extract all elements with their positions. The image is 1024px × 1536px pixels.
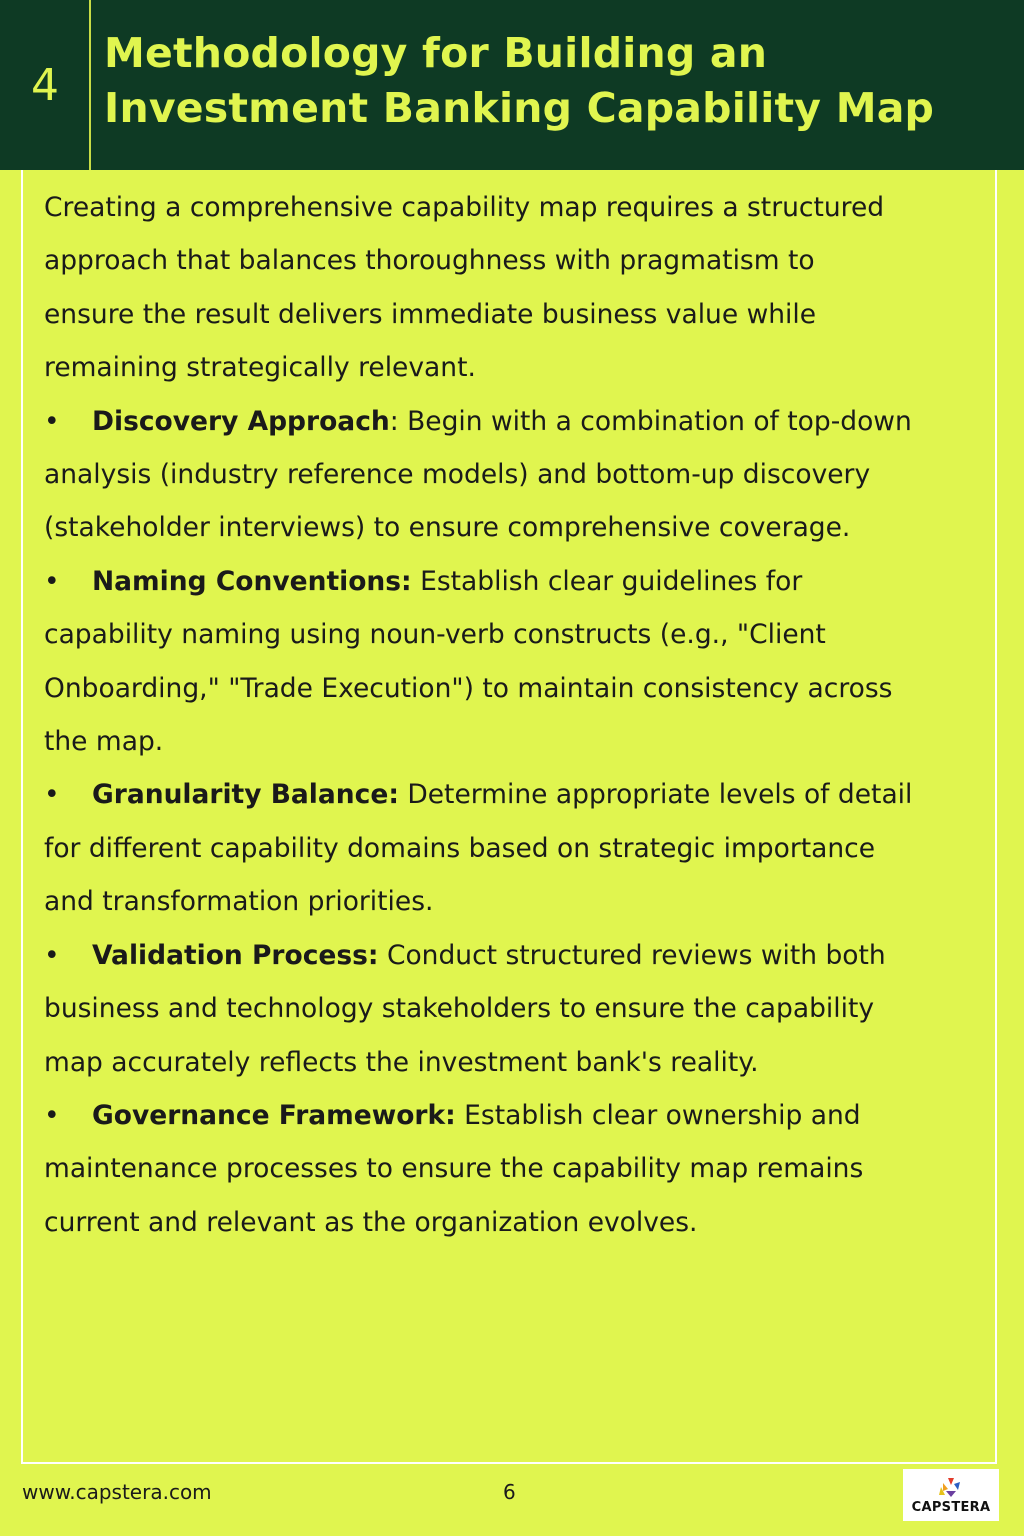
bullet-discovery-approach	[44, 395, 974, 555]
page-header	[0, 0, 1024, 170]
bullet-line: map accurately reflects the investment bank's reality.	[44, 1046, 759, 1078]
bullet-line: current and relevant as the organization evolves.	[44, 1206, 698, 1238]
intro-line: Creating a comprehensive capability map requires a structured	[44, 192, 885, 223]
bullet-granularity-balance	[44, 768, 974, 928]
bullet-text: : Begin with a combination of top-down	[389, 405, 912, 437]
bullet-dot: •	[44, 565, 60, 597]
bullet-text: Establish clear ownership and	[455, 1099, 861, 1131]
page-title	[104, 26, 1004, 136]
section-number: 4	[31, 59, 59, 111]
bullet-dot: •	[44, 1099, 60, 1131]
bullet-term: Validation Process:	[92, 939, 379, 971]
intro-line: ensure the result delivers immediate business value while	[44, 298, 817, 330]
bullet-text: Establish clear guidelines for	[411, 565, 803, 597]
bullet-line: and transformation priorities.	[44, 886, 434, 918]
page-number: 6	[503, 1480, 516, 1504]
bullet-line: capability naming using noun-verb constructs (e.g., "Client	[44, 619, 826, 651]
website-link[interactable]: www.capstera.com	[22, 1480, 212, 1504]
bullet-line: (stakeholder interviews) to ensure comprehensive coverage.	[44, 512, 851, 544]
intro-line: remaining strategically relevant.	[44, 352, 476, 384]
bullet-validation-process	[44, 929, 974, 1089]
bullet-term: Discovery Approach	[92, 405, 390, 437]
bullet-line: business and technology stakeholders to ensure the capability	[44, 993, 875, 1025]
bullet-dot: •	[44, 939, 60, 971]
bullet-term: Granularity Balance:	[92, 779, 399, 811]
bullet-text: Conduct structured reviews with both	[378, 939, 886, 971]
header-divider	[89, 0, 91, 170]
bullet-line: the map.	[44, 726, 164, 758]
capstera-logo	[903, 1469, 999, 1521]
body-content	[44, 181, 974, 1249]
bullet-governance-framework	[44, 1089, 974, 1249]
bullet-line: analysis (industry reference models) and bottom-up discovery	[44, 459, 871, 491]
logo-text: CAPSTERA	[911, 1500, 991, 1515]
bullet-term: Naming Conventions:	[92, 565, 412, 597]
bullet-text: Determine appropriate levels of detail	[398, 779, 913, 811]
page-title-line-2: Investment Banking Capability Map	[104, 84, 935, 132]
bullet-line: for different capability domains based on strategic importance	[44, 832, 876, 864]
bullet-line: Onboarding," "Trade Execution") to maintain consistency across	[44, 672, 893, 704]
bullet-line: maintenance processes to ensure the capability map remains	[44, 1153, 864, 1185]
page-title-line-1: Methodology for Building an	[104, 29, 768, 77]
bullet-naming-conventions	[44, 555, 974, 769]
bullet-dot: •	[44, 405, 60, 437]
intro-line: approach that balances thoroughness with pragmatism to	[44, 245, 815, 277]
bullet-term: Governance Framework:	[92, 1099, 456, 1131]
bullet-dot: •	[44, 779, 60, 811]
capstera-logo-icon	[934, 1475, 968, 1499]
